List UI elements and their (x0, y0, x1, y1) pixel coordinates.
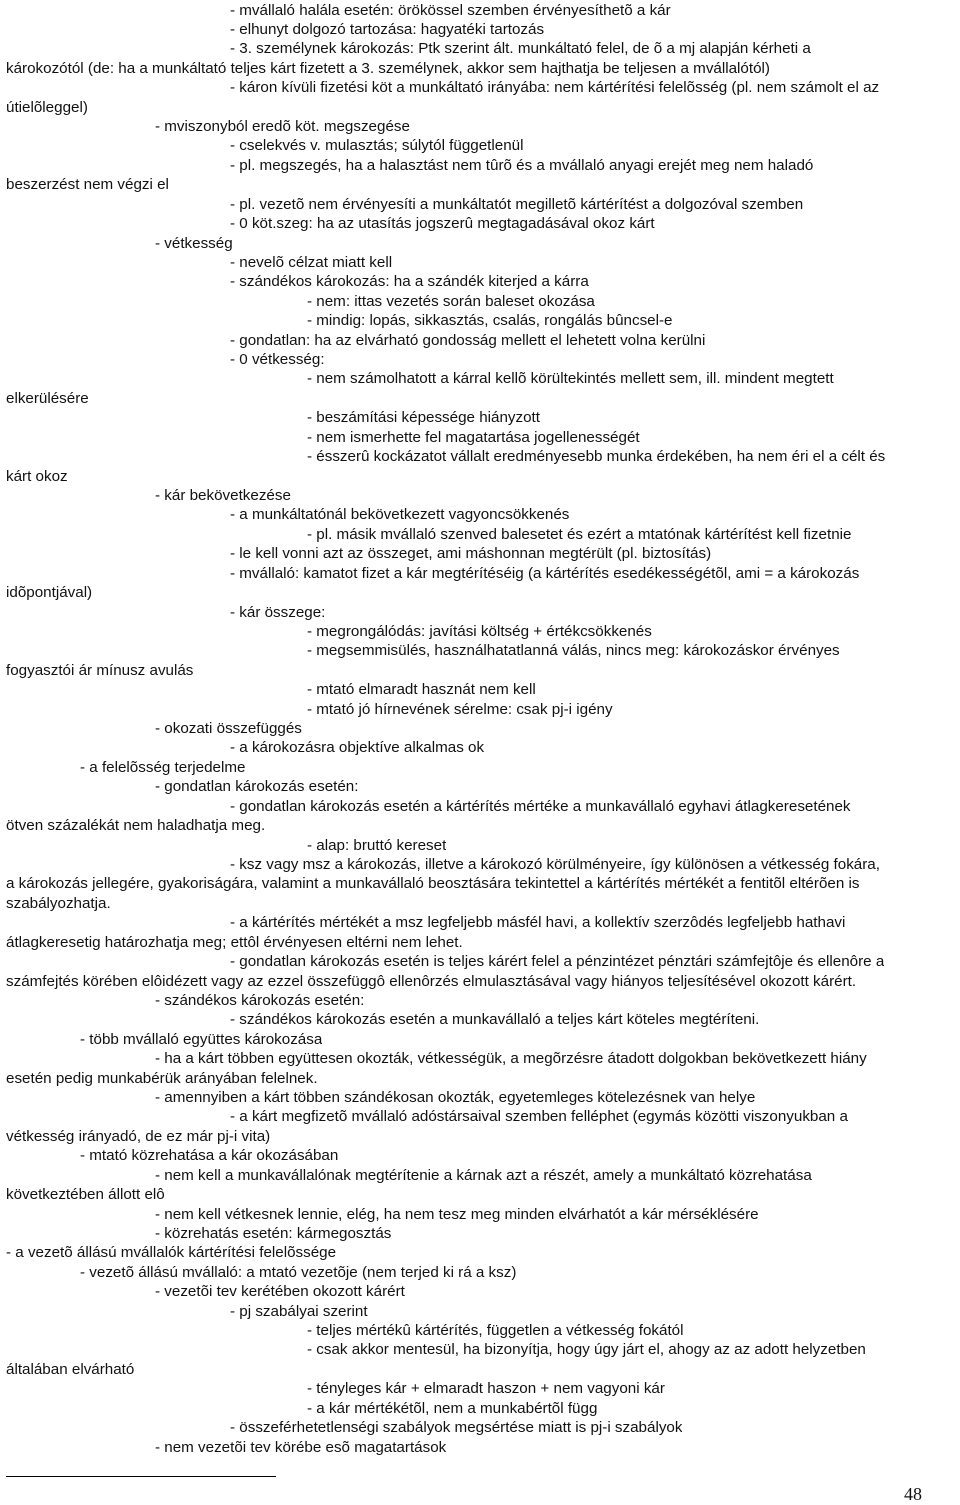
text-line: - 0 vétkesség: (230, 351, 325, 369)
text-line: fogyasztói ár mínusz avulás (6, 661, 194, 679)
text-line: - nem számolhatott a kárral kellõ körültekintés mellett sem, ill. mindent megtett (307, 370, 834, 388)
text-line: - kár bekövetkezése (155, 487, 291, 504)
text-line: szabályozhatja. (6, 894, 111, 912)
text-line: - mindig: lopás, sikkasztás, csalás, rongálás bûncsel-e (307, 312, 673, 330)
text-line: - a felelõsség terjedelme (80, 758, 246, 776)
text-line: általában elvárható (6, 1360, 135, 1378)
text-line: útielõleggel) (6, 98, 88, 116)
text-line: - mvállaló: kamatot fizet a kár megtérítéséig (a kártérítés esedékességétõl, ami = a károkozás (230, 564, 860, 582)
text-line: - ésszerû kockázatot vállalt eredményesebb munka érdekében, ha nem éri el a célt és (307, 448, 886, 466)
text-line: - nem ismerhette fel magatartása jogellenességét (307, 428, 640, 446)
text-line: - vétkesség (155, 234, 233, 252)
text-line: - amennyiben a kárt többen szándékosan okozták, egyetemleges kötelezésnek van helye (155, 1089, 756, 1107)
text-line: a károkozás jellegére, gyakoriságára, valamint a munkavállaló beosztására tekintettel a kártérítés mértékét a fentitõl eltérõen is (6, 875, 860, 893)
text-line: - pl. másik mvállaló szenved balesetet és ezért a mtatónak kártérítést kell fizetnie (307, 525, 852, 543)
text-line: - vezetõ állású mvállaló: a mtató vezetõje (nem terjed ki rá a ksz) (80, 1263, 517, 1281)
text-line: - a károkozásra objektíve alkalmas ok (230, 739, 485, 757)
text-line: - vezetõi tev kerétében okozott kárért (155, 1283, 405, 1301)
text-line: - mtató elmaradt hasznát nem kell (307, 681, 536, 699)
text-line: elkerülésére (6, 389, 89, 407)
text-line: - okozati összefüggés (155, 720, 302, 738)
text-line: - gondatlan károkozás esetén is teljes kárért felel a pénzintézet pénztári számfejtôje és ellenôre a (230, 953, 885, 971)
text-line: beszerzést nem végzi el (6, 176, 169, 194)
text-line: - szándékos károkozás: ha a szándék kiterjed a kárra (230, 273, 589, 291)
text-line: ötven százalékát nem haladhatja meg. (6, 817, 266, 835)
text-line: - elhunyt dolgozó tartozása: hagyatéki tartozás (230, 20, 545, 38)
text-line: esetén pedig munkabérük arányában felelnek. (6, 1069, 318, 1087)
text-line: károkozótól (de: ha a munkáltató teljes kárt fizetett a 3. személynek, akkor sem hajthatja be teljesen a mvállalótól) (6, 59, 770, 77)
text-line: - ha a kárt többen együttesen okozták, vétkességük, a megõrzésre átadott dolgokban bekövetkezett hiány (155, 1050, 867, 1068)
text-line: számfejtés körében elôidézett vagy az ezzel összefüggô ellenôrzés elmulasztásával vagy hiányos teljesítésével okozott kárért. (6, 972, 857, 990)
text-line: - a kártérítés mértékét a msz legfeljebb másfél havi, a kollektív szerzôdés legfeljebb hathavi (230, 914, 846, 932)
text-line: - csak akkor mentesül, ha bizonyítja, hogy úgy járt el, ahogy az az adott helyzetben (307, 1341, 866, 1359)
text-line: - mvállaló halála esetén: örökössel szemben érvényesíthetõ a kár (230, 1, 671, 19)
text-line: - cselekvés v. mulasztás; súlytól függetlenül (230, 137, 524, 155)
text-line: - 3. személynek károkozás: Ptk szerint ált. munkáltató felel, de õ a mj alapján kérheti a (230, 40, 811, 58)
text-line: - teljes mértékû kártérítés, független a vétkesség fokától (307, 1322, 684, 1340)
text-line: - gondatlan károkozás esetén: (155, 778, 359, 796)
text-line: - nem kell a munkavállalónak megtérítenie a kárnak azt a részét, amely a munkáltató közrehatása (155, 1166, 812, 1184)
text-line: - mtató jó hírnevének sérelme: csak pj-i igény (307, 700, 613, 718)
text-line: - le kell vonni azt az összeget, ami máshonnan megtérült (pl. biztosítás) (230, 545, 712, 563)
text-line: kárt okoz (6, 467, 68, 485)
text-line: átlagkeresetig határozhatja meg; ettôl érvényesen eltérni nem lehet. (6, 933, 463, 951)
text-line: - mviszonyból eredõ köt. megszegése (155, 118, 410, 136)
text-line: - megsemmisülés, használhatatlanná válás, nincs meg: károkozáskor érvényes (307, 642, 840, 660)
text-line: - gondatlan: ha az elvárható gondosság mellett el lehetett volna kerülni (230, 331, 706, 349)
text-line: vétkesség irányadó, de ez már pj-i vita) (6, 1127, 271, 1145)
text-line: - tényleges kár + elmaradt haszon + nem vagyoni kár (307, 1380, 665, 1398)
text-line: - alap: bruttó kereset (307, 836, 447, 854)
page-number: 48 (904, 1484, 922, 1504)
text-line: - a kár mértékétõl, nem a munkabértõl függ (307, 1399, 598, 1417)
text-line: - a munkáltatónál bekövetkezett vagyoncsökkenés (230, 506, 570, 524)
text-line: - nevelõ célzat miatt kell (230, 253, 393, 271)
footnote-separator (6, 1476, 276, 1477)
text-line: - szándékos károkozás esetén: (155, 991, 365, 1009)
text-line: következtében állott elô (6, 1186, 165, 1204)
text-line: - pl. vezetõ nem érvényesíti a munkáltatót megilletõ kártérítést a dolgozóval szemben (230, 195, 804, 213)
text-line: - beszámítási képessége hiányzott (307, 409, 540, 427)
text-line: - 0 köt.szeg: ha az utasítás jogszerû megtagadásával okoz kárt (230, 215, 655, 233)
text-line: - közrehatás esetén: kármegosztás (155, 1224, 392, 1242)
text-line: - szándékos károkozás esetén a munkavállaló a teljes kárt köteles megtéríteni. (230, 1011, 760, 1029)
text-line: - pj szabályai szerint (230, 1302, 368, 1320)
text-line: - mtató közrehatása a kár okozásában (80, 1147, 339, 1165)
text-line: - nem vezetõi tev körébe esõ magatartások (155, 1438, 447, 1456)
text-line: - megrongálódás: javítási költség + értékcsökkenés (307, 622, 652, 640)
text-line: - több mvállaló együttes károkozása (80, 1030, 323, 1048)
text-line: - nem kell vétkesnek lennie, elég, ha nem tesz meg minden elvárhatót a kár mérséklésére (155, 1205, 759, 1223)
text-line: idõpontjával) (6, 584, 93, 602)
text-line: - kár összege: (230, 603, 326, 621)
text-line: - a vezetõ állású mvállalók kártérítési felelõssége (6, 1244, 337, 1262)
text-line: - gondatlan károkozás esetén a kártérítés mértéke a munkavállaló egyhavi átlagkeresetének (230, 797, 851, 815)
text-line: - káron kívüli fizetési köt a munkáltató irányába: nem kártérítési felelõsség (pl. nem számolt el az (230, 79, 880, 97)
text-line: - a kárt megfizetõ mvállaló adóstársaival szemben felléphet (egymás közötti viszonyukban a (230, 1108, 848, 1126)
text-line: - nem: ittas vezetés során baleset okozása (307, 292, 595, 310)
text-line: - pl. megszegés, ha a halasztást nem tûrõ és a mvállaló anyagi erejét meg nem haladó (230, 156, 814, 174)
text-line: - összeférhetetlenségi szabályok megsértése miatt is pj-i szabályok (230, 1419, 683, 1437)
text-line: - ksz vagy msz a károkozás, illetve a károkozó körülményeire, így különösen a vétkesség fokára, (230, 855, 880, 873)
